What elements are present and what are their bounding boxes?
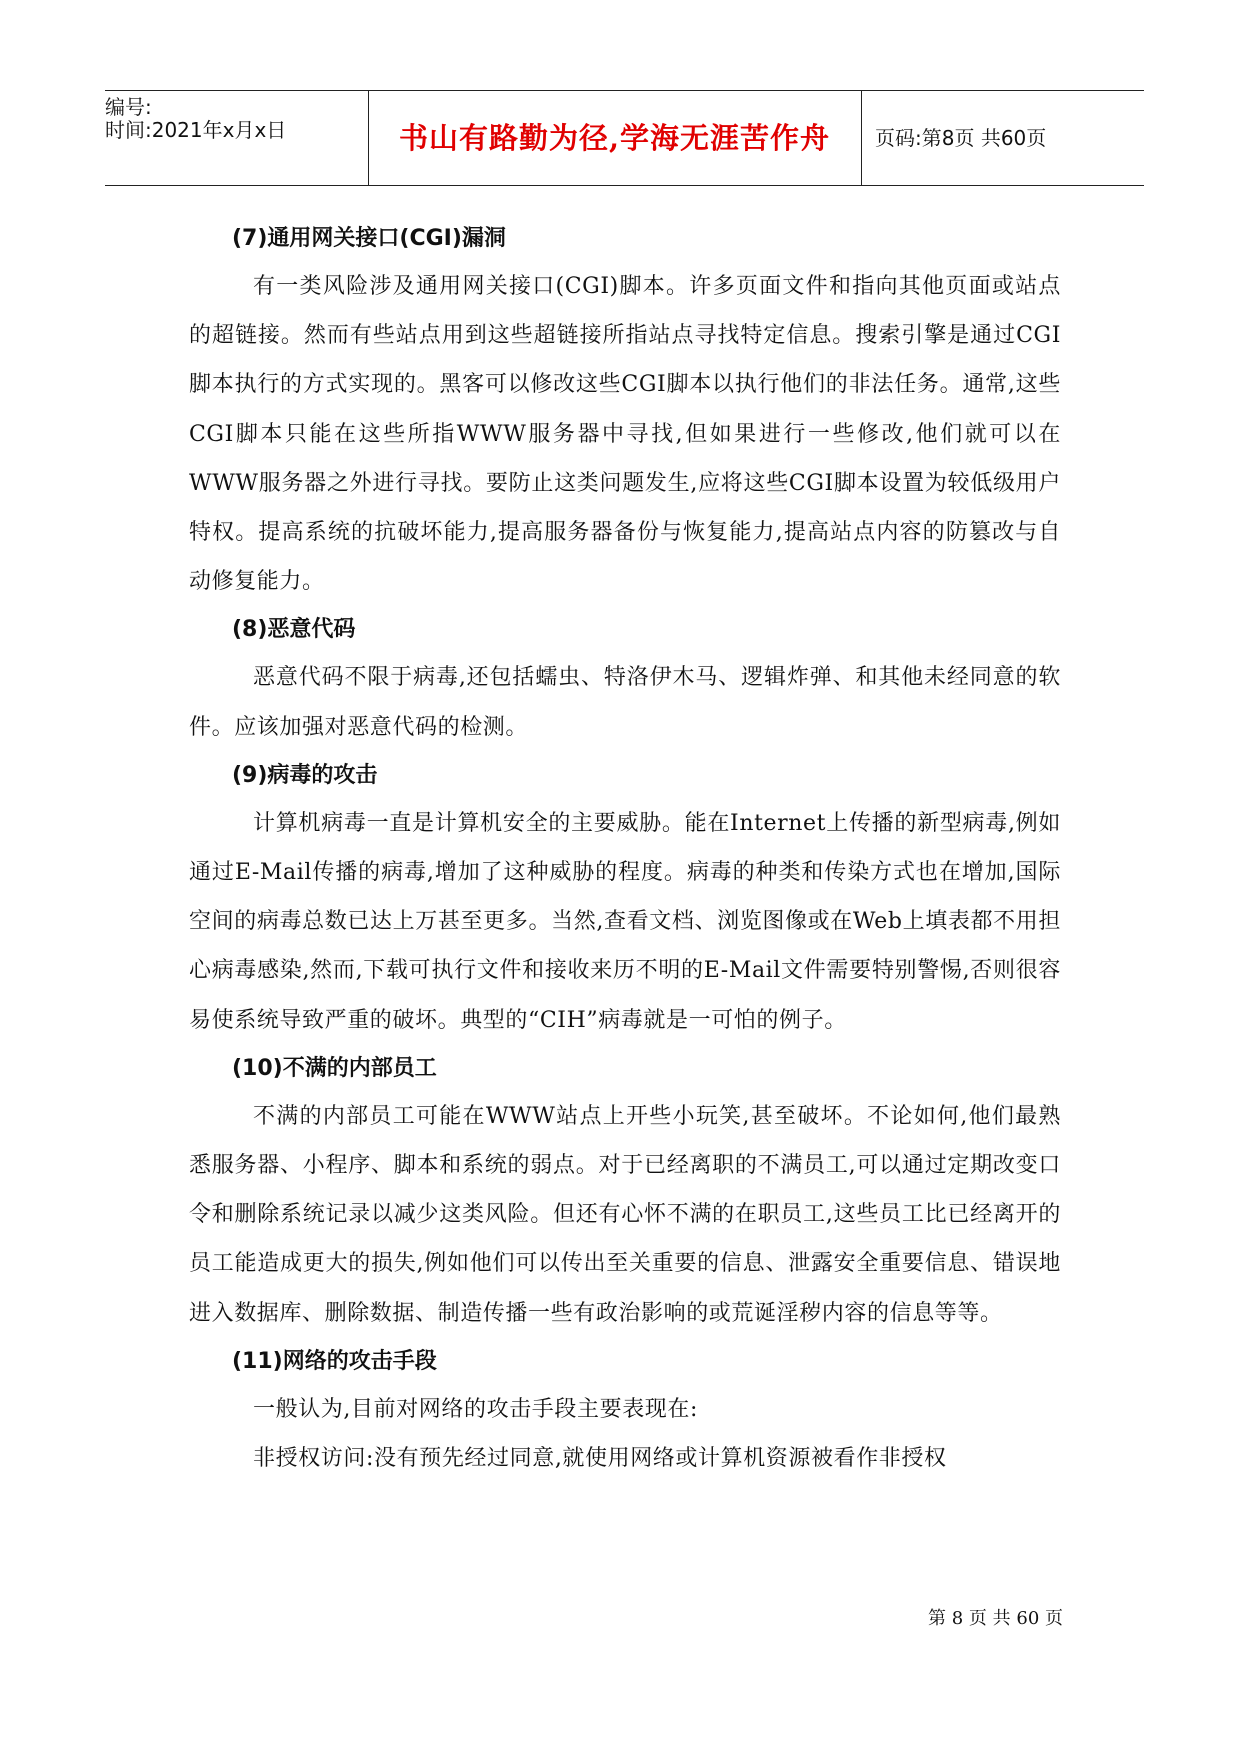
section-9 — [189, 752, 1061, 1045]
section-7 — [189, 215, 1061, 606]
paragraph: 恶意代码不限于病毒,还包括蠕虫、特洛伊木马、逻辑炸弹、和其他未经同意的软件。应该加强对恶意代码的检测。 — [189, 665, 1061, 740]
time-label: 时间:2021年x月x日 — [105, 118, 287, 142]
paragraph: 非授权访问:没有预先经过同意,就使用网络或计算机资源被看作非授权 — [253, 1446, 947, 1472]
section-heading: (8)恶意代码 — [232, 617, 356, 643]
section-8 — [189, 606, 1061, 751]
header-meta-cell — [105, 91, 369, 185]
paragraph: 一般认为,目前对网络的攻击手段主要表现在: — [253, 1396, 699, 1422]
document-body — [189, 215, 1061, 1483]
number-label: 编号: — [105, 95, 152, 119]
section-10 — [189, 1045, 1061, 1338]
header-motto-cell — [368, 91, 862, 185]
page-footer: 第 8 页 共 60 页 — [928, 1608, 1063, 1629]
section-heading: (11)网络的攻击手段 — [232, 1348, 437, 1374]
section-heading: (10)不满的内部员工 — [232, 1055, 437, 1081]
document-header — [105, 90, 1144, 186]
paragraph: 计算机病毒一直是计算机安全的主要威胁。能在Internet上传播的新型病毒,例如通过E-Mail传播的病毒,增加了这种威胁的程度。病毒的种类和传染方式也在增加,国际空间的病毒总数已达上万甚至更多。当然,查看文档、浏览图像或在Web上填表都不用担心病毒感染,然而,下载可执行文件和接收来历不明的E-Mail文件需要特别警惕,否则很容易使系统导致严重的破坏。典型的“CIH”病毒就是一可怕的例子。 — [189, 810, 1061, 1033]
paragraph: 不满的内部员工可能在WWW站点上开些小玩笑,甚至破坏。不论如何,他们最熟悉服务器、小程序、脚本和系统的弱点。对于已经离职的不满员工,可以通过定期改变口令和删除系统记录以减少这类风险。但还有心怀不满的在职员工,这些员工比已经离开的员工能造成更大的损失,例如他们可以传出至关重要的信息、泄露安全重要信息、错误地进入数据库、删除数据、制造传播一些有政治影响的或荒诞淫秽内容的信息等等。 — [189, 1103, 1061, 1326]
motto: 书山有路勤为径,学海无涯苦作舟 — [398, 121, 831, 155]
section-heading: (9)病毒的攻击 — [232, 762, 378, 788]
section-11 — [189, 1338, 1061, 1483]
section-heading: (7)通用网关接口(CGI)漏洞 — [232, 226, 506, 251]
paragraph: 有一类风险涉及通用网关接口(CGI)脚本。许多页面文件和指向其他页面或站点的超链接。然而有些站点用到这些超链接所指站点寻找特定信息。搜索引擎是通过CGI脚本执行的方式实现的。黑客可以修改这些CGI脚本以执行他们的非法任务。通常,这些CGI脚本只能在这些所指WWW服务器中寻找,但如果进行一些修改,他们就可以在WWW服务器之外进行寻找。要防止这类问题发生,应将这些CGI脚本设置为较低级用户特权。提高系统的抗破坏能力,提高服务器备份与恢复能力,提高站点内容的防篡改与自动修复能力。 — [189, 274, 1061, 595]
header-page-cell — [861, 91, 1144, 185]
header-page-label: 页码:第8页 共60页 — [875, 126, 1047, 150]
